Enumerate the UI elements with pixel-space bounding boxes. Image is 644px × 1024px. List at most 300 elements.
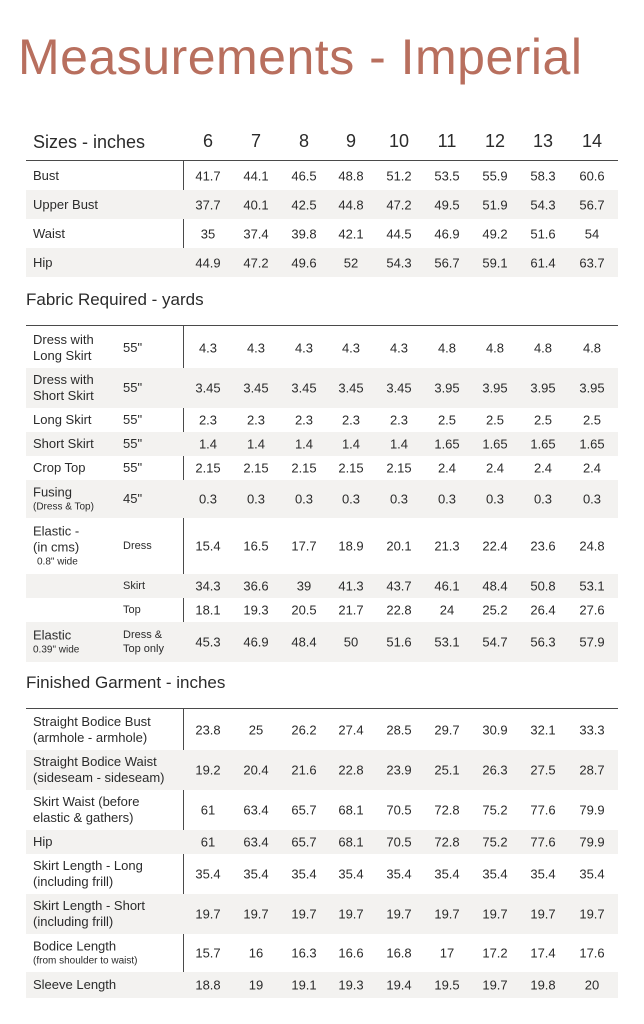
table-cell: 19.5: [434, 977, 460, 993]
table-cell: 32.1: [530, 722, 556, 738]
table-cell: 35.4: [338, 866, 364, 882]
table-row: [26, 598, 618, 622]
table-cell: 4.3: [246, 340, 266, 356]
row-label-line: Long Skirt: [33, 348, 92, 363]
table-cell: 27.6: [579, 602, 605, 618]
row-label: [33, 332, 94, 364]
table-cell: 25.1: [434, 762, 460, 778]
row-fabric-width: [123, 460, 142, 476]
table-row: [26, 894, 618, 934]
table-cell: 45.3: [195, 634, 221, 650]
row-label: [33, 898, 145, 930]
table-cell: 2.3: [198, 412, 218, 428]
table-cell: 26.2: [291, 722, 317, 738]
table-cell: 19.7: [386, 906, 412, 922]
table-cell: 21.6: [291, 762, 317, 778]
table-cell: 35.4: [530, 866, 556, 882]
table-row: [26, 368, 618, 408]
table-cell: 72.8: [434, 802, 460, 818]
table-cell: 44.1: [243, 168, 269, 184]
table-cell: 1.4: [246, 436, 266, 452]
row-label-line: (armhole - armhole): [33, 730, 148, 745]
table-cell: 58.3: [530, 168, 556, 184]
table-cell: 50.8: [530, 578, 556, 594]
row-label: [33, 255, 53, 271]
table-cell: 61: [200, 834, 216, 850]
table-cell: 61.4: [530, 255, 556, 270]
table-cell: 44.8: [338, 197, 364, 212]
row-label-line: elastic & gathers): [33, 810, 134, 825]
table-cell: 27.5: [530, 762, 556, 778]
table-cell: 1.65: [579, 436, 605, 452]
table-cell: 35.4: [386, 866, 412, 882]
table-cell: 27.4: [338, 722, 364, 738]
table-cell: 19.2: [195, 762, 221, 778]
table-cell: 0.3: [294, 491, 314, 507]
table-cell: 72.8: [434, 834, 460, 850]
table-cell: 35.4: [291, 866, 317, 882]
row-label-line: Hip: [33, 834, 53, 849]
table-cell: 49.5: [434, 197, 460, 212]
table-cell: 24: [439, 602, 455, 618]
table-cell: 20: [584, 977, 600, 993]
fabric-width-line: 45": [123, 491, 143, 506]
table-cell: 18.9: [338, 538, 364, 554]
row-label-line: Skirt Length - Short: [33, 898, 145, 913]
size-header-7: 7: [250, 131, 261, 151]
table-cell: 28.7: [579, 762, 605, 778]
table-row: [26, 750, 618, 790]
table-cell: 17: [439, 945, 455, 961]
table-cell: 19.7: [195, 906, 221, 922]
table-cell: 36.6: [243, 578, 269, 594]
table-cell: 19.7: [291, 906, 317, 922]
size-header-11: 11: [437, 131, 457, 151]
row-label: [33, 628, 79, 657]
table-cell: 15.7: [195, 945, 221, 961]
table-cell: 35.4: [195, 866, 221, 882]
table-cell: 0.3: [389, 491, 409, 507]
table-cell: 1.4: [389, 436, 409, 452]
table-cell: 16.3: [291, 945, 317, 961]
table-cell: 17.2: [482, 945, 508, 961]
size-header-12: 12: [484, 131, 506, 151]
table-cell: 39: [296, 578, 312, 594]
table-cell: 17.4: [530, 945, 556, 961]
table-cell: 56.7: [434, 255, 460, 270]
table-cell: 1.4: [341, 436, 361, 452]
table-cell: 48.4: [482, 578, 508, 594]
table-cell: 35: [200, 226, 216, 241]
sizes-header-label: Sizes - inches: [33, 132, 146, 152]
table-cell: 29.7: [434, 722, 460, 738]
fabric-section-rule: [26, 325, 618, 326]
table-cell: 46.1: [434, 578, 460, 594]
table-cell: 23.8: [195, 722, 221, 738]
size-header-6: 6: [202, 131, 213, 151]
row-fabric-width: [123, 491, 142, 507]
row-label-note: (from shoulder to waist): [33, 955, 138, 967]
row-label: [33, 226, 65, 242]
table-cell: 22.8: [386, 602, 412, 618]
fabric-width-line: Dress: [123, 540, 152, 552]
table-cell: 33.3: [579, 722, 605, 738]
table-cell: 46.9: [243, 634, 269, 650]
table-cell: 19.8: [530, 977, 556, 993]
table-cell: 2.5: [437, 412, 457, 428]
row-label-line: (in cms): [33, 539, 80, 555]
table-cell: 60.6: [579, 168, 605, 184]
table-cell: 19.7: [338, 906, 364, 922]
table-cell: 21.7: [338, 602, 364, 618]
row-label-line: (including frill): [33, 874, 114, 889]
row-label: [33, 412, 92, 428]
table-cell: 4.8: [582, 340, 602, 356]
row-label: [33, 436, 94, 452]
table-cell: 3.95: [579, 380, 605, 396]
fabric-width-line: Top only: [123, 643, 164, 655]
table-cell: 42.5: [291, 197, 317, 212]
table-cell: 2.15: [291, 460, 317, 476]
table-cell: 16.5: [243, 538, 269, 554]
fabric-width-line: 55": [123, 460, 143, 475]
table-cell: 54.3: [386, 255, 412, 270]
table-cell: 2.3: [294, 412, 314, 428]
row-fabric-width: [123, 539, 152, 553]
size-header-9: 9: [345, 131, 356, 151]
row-label: [33, 197, 98, 213]
table-cell: 23.6: [530, 538, 556, 554]
table-cell: 47.2: [386, 197, 412, 212]
table-cell: 28.5: [386, 722, 412, 738]
table-cell: 4.3: [389, 340, 409, 356]
table-cell: 23.9: [386, 762, 412, 778]
table-cell: 2.3: [341, 412, 361, 428]
row-label-note: (Dress & Top): [33, 501, 94, 513]
table-cell: 19.7: [530, 906, 556, 922]
row-label-line: Hip: [33, 254, 53, 270]
table-cell: 3.95: [434, 380, 460, 396]
table-cell: 2.3: [389, 412, 409, 428]
table-cell: 4.8: [437, 340, 457, 356]
table-cell: 4.3: [294, 340, 314, 356]
table-cell: 17.7: [291, 538, 317, 554]
size-header-13: 13: [532, 131, 554, 151]
table-cell: 26.3: [482, 762, 508, 778]
row-label-line: Dress with: [33, 372, 94, 387]
table-cell: 35.4: [434, 866, 460, 882]
table-cell: 48.4: [291, 634, 317, 650]
table-cell: 49.2: [482, 226, 508, 241]
row-label-line: Fusing: [33, 484, 73, 500]
table-cell: 0.3: [341, 491, 361, 507]
table-row: [26, 972, 618, 998]
table-cell: 17.6: [579, 945, 605, 961]
table-cell: 2.4: [437, 460, 457, 476]
table-cell: 2.15: [386, 460, 412, 476]
row-label: [33, 372, 94, 404]
table-cell: 47.2: [243, 255, 269, 270]
table-cell: 52: [343, 255, 359, 270]
table-cell: 19.3: [338, 977, 364, 993]
table-cell: 48.8: [338, 168, 364, 184]
table-cell: 25: [248, 722, 264, 738]
table-row: [26, 432, 618, 456]
row-label-line: Dress with: [33, 332, 94, 347]
table-cell: 30.9: [482, 722, 508, 738]
fabric-width-line: Top: [123, 604, 141, 616]
table-cell: 75.2: [482, 834, 508, 850]
table-row: [26, 622, 618, 662]
table-cell: 54.7: [482, 634, 508, 650]
table-cell: 2.4: [582, 460, 602, 476]
row-label-line: Short Skirt: [33, 388, 94, 403]
table-cell: 4.3: [198, 340, 218, 356]
row-fabric-width: [123, 603, 141, 617]
table-row: [26, 710, 618, 750]
row-label-line: Elastic: [33, 627, 72, 643]
row-label-line: (sideseam - sideseam): [33, 770, 165, 785]
table-cell: 50: [343, 634, 359, 650]
row-label: [33, 485, 94, 514]
table-cell: 54.3: [530, 197, 556, 212]
row-label: [33, 858, 143, 890]
table-row: [26, 830, 618, 854]
table-cell: 2.4: [485, 460, 505, 476]
table-cell: 2.15: [195, 460, 221, 476]
fabric-width-line: 55": [123, 380, 143, 395]
row-label-line: Skirt Length - Long: [33, 858, 143, 873]
table-cell: 1.4: [198, 436, 218, 452]
table-cell: 49.6: [291, 255, 317, 270]
fabric-width-line: 55": [123, 436, 143, 451]
row-fabric-width: [123, 628, 164, 656]
row-label: [33, 794, 139, 826]
table-cell: 0.3: [246, 491, 266, 507]
table-cell: 0.3: [582, 491, 602, 507]
table-cell: 37.7: [195, 197, 221, 212]
row-label: [33, 977, 116, 993]
table-row: [26, 328, 618, 368]
row-label-line: Straight Bodice Bust: [33, 714, 151, 729]
row-fabric-width: [123, 579, 145, 593]
table-cell: 18.1: [195, 602, 221, 618]
table-cell: 68.1: [338, 834, 364, 850]
table-cell: 51.6: [386, 634, 412, 650]
table-cell: 18.8: [195, 977, 221, 993]
row-label: [33, 524, 79, 569]
table-cell: 77.6: [530, 802, 556, 818]
row-label-line: (including frill): [33, 914, 114, 929]
size-header-8: 8: [298, 131, 309, 151]
table-row: [26, 574, 618, 598]
table-cell: 22.4: [482, 538, 508, 554]
fabric-width-line: 55": [123, 412, 143, 427]
table-cell: 16.8: [386, 945, 412, 961]
table-cell: 63.7: [579, 255, 605, 270]
table-cell: 57.9: [579, 634, 605, 650]
table-cell: 2.15: [243, 460, 269, 476]
table-cell: 35.4: [579, 866, 605, 882]
table-cell: 59.1: [482, 255, 508, 270]
table-cell: 3.95: [482, 380, 508, 396]
table-cell: 40.1: [243, 197, 269, 212]
table-row: [26, 518, 618, 574]
row-label-line: Sleeve Length: [33, 977, 117, 992]
table-cell: 63.4: [243, 834, 269, 850]
table-cell: 1.4: [294, 436, 314, 452]
table-cell: 53.5: [434, 168, 460, 184]
table-cell: 4.8: [533, 340, 553, 356]
table-cell: 21.3: [434, 538, 460, 554]
table-cell: 4.8: [485, 340, 505, 356]
table-cell: 35.4: [482, 866, 508, 882]
table-cell: 53.1: [434, 634, 460, 650]
table-cell: 65.7: [291, 834, 317, 850]
table-cell: 34.3: [195, 578, 221, 594]
table-cell: 54: [584, 226, 600, 241]
table-cell: 26.4: [530, 602, 556, 618]
table-cell: 2.4: [533, 460, 553, 476]
sizes-header-row: [26, 128, 618, 161]
size-header-10: 10: [388, 131, 410, 151]
size-header-14: 14: [581, 131, 603, 151]
table-cell: 20.1: [386, 538, 412, 554]
table-cell: 46.5: [291, 168, 317, 184]
table-cell: 79.9: [579, 802, 605, 818]
table-cell: 2.5: [485, 412, 505, 428]
row-label-line: Crop Top: [33, 460, 86, 475]
fabric-width-line: 55": [123, 340, 143, 355]
table-cell: 77.6: [530, 834, 556, 850]
table-cell: 25.2: [482, 602, 508, 618]
table-cell: 61: [200, 802, 216, 818]
row-label: [33, 460, 86, 476]
table-row: [26, 162, 618, 190]
row-label: [33, 168, 59, 184]
table-cell: 4.3: [341, 340, 361, 356]
table-cell: 19.7: [482, 906, 508, 922]
table-cell: 79.9: [579, 834, 605, 850]
table-row: [26, 190, 618, 219]
table-cell: 3.45: [291, 380, 317, 396]
finished-section-rule: [26, 708, 618, 709]
table-cell: 3.95: [530, 380, 556, 396]
table-cell: 2.15: [338, 460, 364, 476]
row-fabric-width: [123, 380, 142, 396]
table-cell: 65.7: [291, 802, 317, 818]
table-cell: 56.7: [579, 197, 605, 212]
row-label: [33, 754, 165, 786]
table-cell: 56.3: [530, 634, 556, 650]
row-label: [33, 714, 151, 746]
table-cell: 19.7: [579, 906, 605, 922]
table-cell: 70.5: [386, 834, 412, 850]
table-cell: 41.3: [338, 578, 364, 594]
table-cell: 35.4: [243, 866, 269, 882]
row-label-note: 0.39" wide: [33, 644, 80, 656]
table-row: [26, 480, 618, 518]
table-cell: 3.45: [338, 380, 364, 396]
table-cell: 0.3: [198, 491, 218, 507]
row-label-line: Elastic -: [33, 523, 80, 539]
table-cell: 15.4: [195, 538, 221, 554]
row-label: [33, 939, 137, 968]
row-label-line: Short Skirt: [33, 436, 94, 451]
table-row: [26, 790, 618, 830]
table-cell: 43.7: [386, 578, 412, 594]
table-cell: 0.3: [437, 491, 457, 507]
table-cell: 39.8: [291, 226, 317, 241]
row-label: [33, 834, 53, 850]
table-row: [26, 456, 618, 480]
page-title: Measurements - Imperial: [18, 29, 583, 85]
table-cell: 44.5: [386, 226, 412, 241]
table-cell: 3.45: [195, 380, 221, 396]
fabric-width-line: Skirt: [123, 580, 145, 592]
row-label-line: Bust: [33, 168, 60, 183]
table-cell: 51.9: [482, 197, 508, 212]
row-fabric-width: [123, 412, 142, 428]
table-cell: 70.5: [386, 802, 412, 818]
table-cell: 2.5: [533, 412, 553, 428]
row-label-note: 0.8" wide: [37, 556, 78, 568]
table-cell: 3.45: [243, 380, 269, 396]
table-cell: 1.65: [434, 436, 460, 452]
table-cell: 16.6: [338, 945, 364, 961]
table-row: [26, 408, 618, 432]
finished-section-title: Finished Garment - inches: [26, 673, 226, 692]
table-cell: 19.4: [386, 977, 412, 993]
row-label-line: Skirt Waist (before: [33, 794, 140, 809]
table-row: [26, 248, 618, 277]
row-label-line: Long Skirt: [33, 412, 92, 427]
table-cell: 0.3: [485, 491, 505, 507]
table-cell: 2.3: [246, 412, 266, 428]
row-fabric-width: [123, 436, 142, 452]
table-row: [26, 934, 618, 972]
table-cell: 20.5: [291, 602, 317, 618]
table-cell: 19.7: [243, 906, 269, 922]
table-cell: 51.2: [386, 168, 412, 184]
row-label-line: Upper Bust: [33, 196, 99, 212]
table-cell: 3.45: [386, 380, 412, 396]
table-cell: 19.7: [482, 977, 508, 993]
row-label-line: Bodice Length: [33, 938, 117, 954]
table-cell: 42.1: [338, 226, 364, 241]
table-cell: 37.4: [243, 226, 269, 241]
table-cell: 20.4: [243, 762, 269, 778]
fabric-width-line: Dress &: [123, 629, 163, 641]
table-cell: 75.2: [482, 802, 508, 818]
table-row: [26, 219, 618, 248]
table-cell: 1.65: [482, 436, 508, 452]
table-cell: 68.1: [338, 802, 364, 818]
row-label-line: Straight Bodice Waist: [33, 754, 157, 769]
table-cell: 51.6: [530, 226, 556, 241]
table-cell: 46.9: [434, 226, 460, 241]
table-cell: 2.5: [582, 412, 602, 428]
table-cell: 19.7: [434, 906, 460, 922]
table-cell: 19.1: [291, 977, 317, 993]
table-cell: 55.9: [482, 168, 508, 184]
fabric-section-title: Fabric Required - yards: [26, 290, 204, 309]
table-cell: 44.9: [195, 255, 221, 270]
table-cell: 53.1: [579, 578, 605, 594]
table-cell: 1.65: [530, 436, 556, 452]
table-cell: 19.3: [243, 602, 269, 618]
table-cell: 16: [248, 945, 264, 961]
